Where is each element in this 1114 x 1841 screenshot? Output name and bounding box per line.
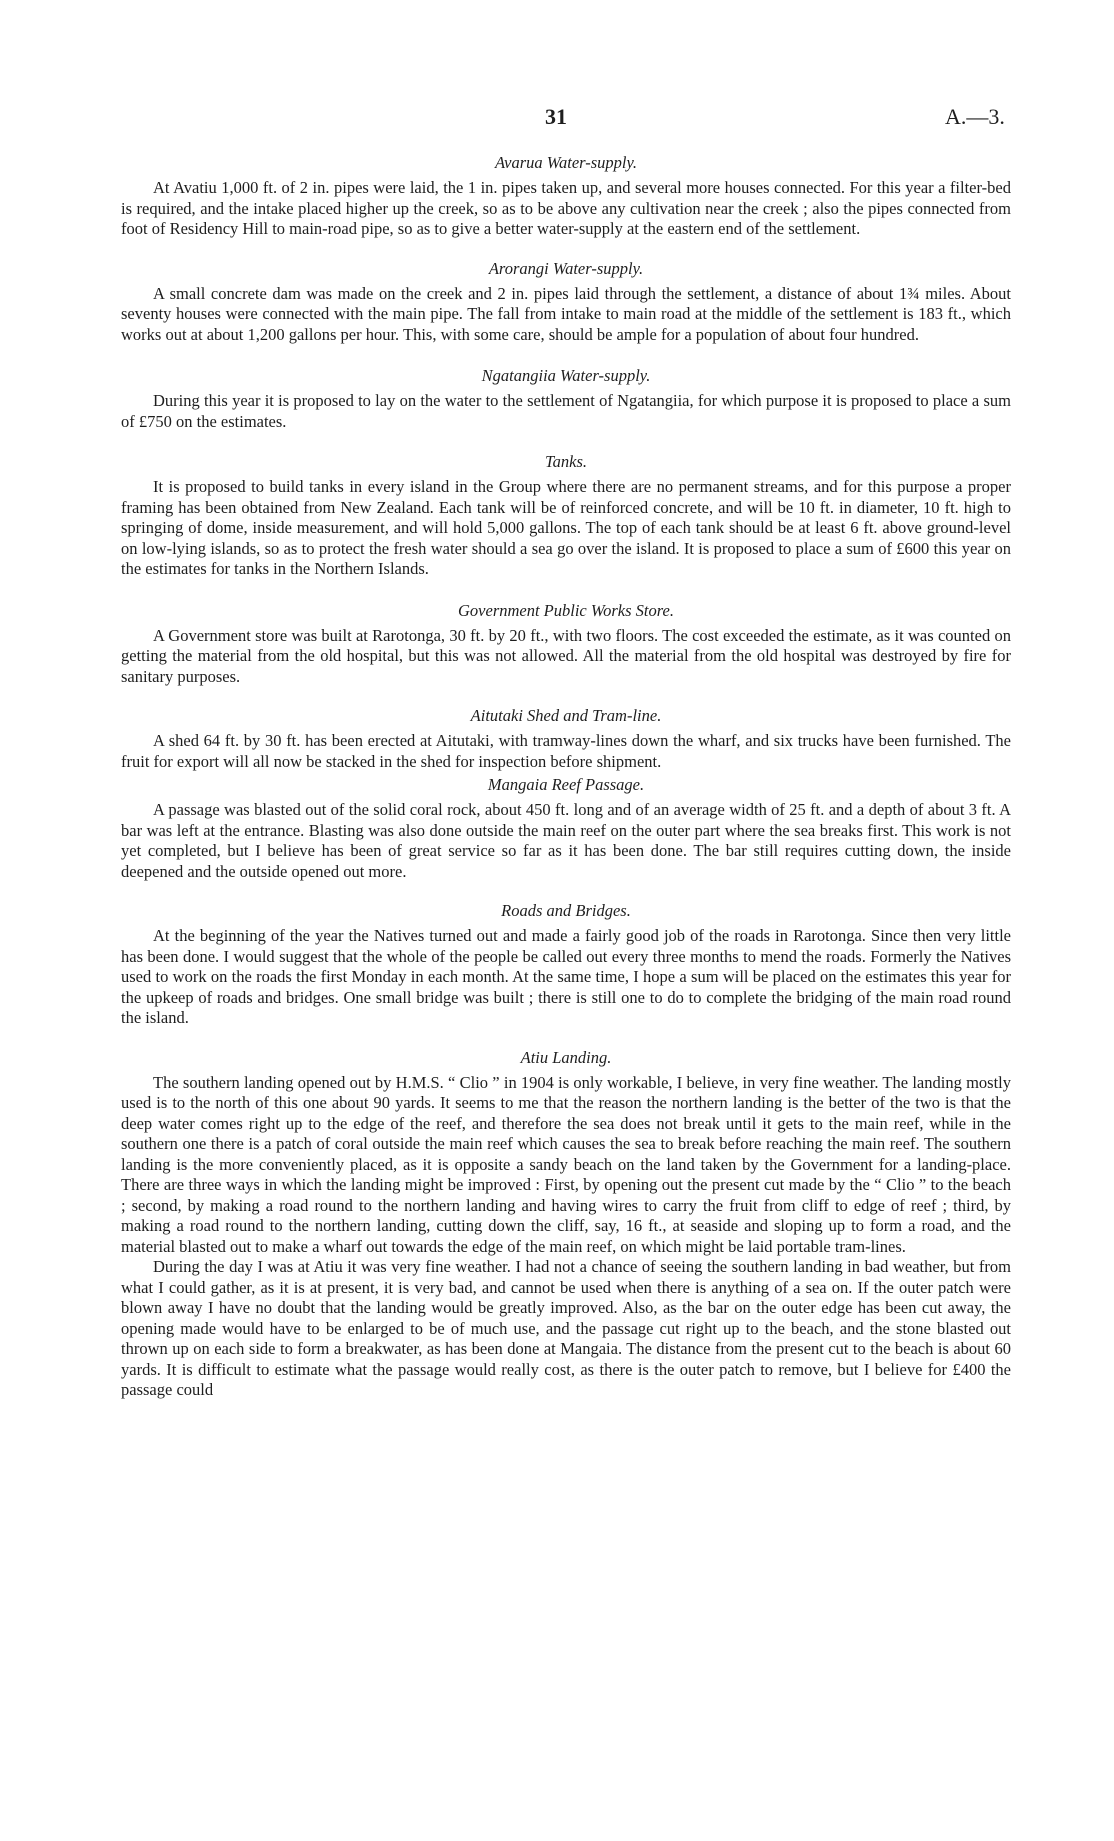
paragraph: During the day I was at Atiu it was very fine weather. I had not a chance of seeing the southern landing in bad weather, but from what I could gather, as it is at present, it is very bad, and cannot be used when there is anything of a sea on. If the outer patch were blown away I have no doubt that the landing would be greatly improved. Also, as the bar on the outer edge has been cut away, the opening made would have to be enlarged to be of much use, and the passage cut right up to the beach, and the stone blasted out thrown up on each side to form a breakwater, as has been done at Mangaia. The distance from the present cut to the beach is about 60 yards. It is difficult to estimate what the passage would really cost, as there is the outer patch to remove, but I believe for £400 the passage could [121,1257,1011,1399]
paragraph: A Government store was built at Rarotonga, 30 ft. by 20 ft., with two floors. The cost exceeded the estimate, as it was counted on getting the material from the old hospital, but this was not allowed. All the material from the old hospital was destroyed by fire for sanitary purposes. [121,625,1011,686]
paragraph: A passage was blasted out of the solid coral rock, about 450 ft. long and of an average width of 25 ft. and a depth of about 3 ft. A bar was left at the entrance. Blasting was also done outside the main reef on the outer part where the sea breaks first. This work is not yet completed, but I believe has been of great service so far as it has been done. The bar still requires cutting down, the inside deepened and the outside opened out more. [121,800,1011,881]
section-avarua-water-supply [121,152,1011,240]
paragraph: The southern landing opened out by H.M.S. “ Clio ” in 1904 is only workable, I believe, in very fine weather. The landing mostly used is to the north of this one about 90 yards. It seems to me that the reason the northern landing is the better of the two is that the deep water comes right up to the edge of the reef, and therefore the sea does not break until it gets to the main reef, while in the southern one there is a patch of coral outside the main reef which causes the sea to break before reaching the main reef. The southern landing is the more conveniently placed, as it is opposite a sandy beach on the land taken by the Government for a landing-place. There are three ways in which the landing might be improved : First, by opening out the present cut made by the “ Clio ” to the beach ; second, by making a road round to the northern landing and having wires to carry the fruit from cliff to edge of reef ; third, by making a road round to the northern landing, cutting down the cliff, say, 16 ft., at seaside and sloping up to form a road, and the material blasted out to make a wharf out towards the edge of the main reef, on which might be laid portable tram-lines. [121,1072,1011,1256]
section-mangaia-reef-passage [121,774,1011,882]
section-tanks [121,451,1011,580]
section-arorangi-water-supply [121,258,1011,346]
section-heading: Ngatangiia Water-supply. [481,366,651,385]
paragraph: It is proposed to build tanks in every island in the Group where there are no permanent streams, and for this purpose a proper framing has been obtained from New Zealand. Each tank will be of reinforced concrete, and will be 10 ft. in diameter, 10 ft. high to springing of dome, inside measurement, and will hold 5,000 gallons. The top of each tank should be at least 6 ft. above ground-level on low-lying islands, so as to protect the fresh water should a sea go over the island. It is proposed to place a sum of £600 this year on the estimates for tanks in the Northern Islands. [121,477,1011,578]
paragraph: During this year it is proposed to lay on the water to the settlement of Ngatangiia, for which purpose it is proposed to place a sum of £750 on the estimates. [121,391,1011,431]
document-body [121,152,1011,1401]
section-heading: Aitutaki Shed and Tram-line. [470,706,662,725]
document-reference: A.—3. [945,104,1005,129]
section-heading: Roads and Bridges. [501,901,631,920]
section-roads-and-bridges [121,900,1011,1029]
paragraph: A small concrete dam was made on the creek and 2 in. pipes laid through the settlement, a distance of about 1¾ miles. About seventy houses were connected with the main pipe. The fall from intake to main road at the middle of the settlement is 183 ft., which works out at about 1,200 gallons per hour. This, with some care, should be ample for a population of about four hundred. [121,283,1011,344]
section-heading: Government Public Works Store. [458,600,674,620]
section-heading: Tanks. [544,452,588,471]
section-government-public-works-store [121,600,1011,688]
paragraph: At Avatiu 1,000 ft. of 2 in. pipes were laid, the 1 in. pipes taken up, and several more houses connected. For this year a filter-bed is required, and the intake placed higher up the creek, so as to be above any cultivation near the creek ; also the pipes connected from foot of Residency Hill to main-road pipe, so as to give a better water-supply at the eastern end of the settlement. [121,178,1011,238]
section-atiu-landing [121,1047,1011,1401]
section-heading: Mangaia Reef Passage. [487,775,645,794]
section-ngatangiia-water-supply [121,365,1011,432]
paragraph: At the beginning of the year the Natives turned out and made a fairly good job of the roads in Rarotonga. Since then very little has been done. I would suggest that the whole of the people be called out every three months to mend the roads. Formerly the Natives used to work on the roads the first Monday in each month. At the same time, I hope a sum will be placed on the estimates this year for the upkeep of roads and bridges. One small bridge was built ; there is still one to do to complete the bridging of the main road round the island. [121,926,1011,1027]
page-number: 31 [545,104,567,129]
section-aitutaki-shed-and-tram-line [121,705,1011,772]
section-heading: Atiu Landing. [520,1047,612,1067]
paragraph: A shed 64 ft. by 30 ft. has been erected at Aitutaki, with tramway-lines down the wharf, and six trucks have been furnished. The fruit for export will all now be stacked in the shed for inspection before shipment. [121,731,1011,771]
section-heading: Avarua Water-supply. [494,153,638,172]
section-heading: Arorangi Water-supply. [488,258,644,278]
